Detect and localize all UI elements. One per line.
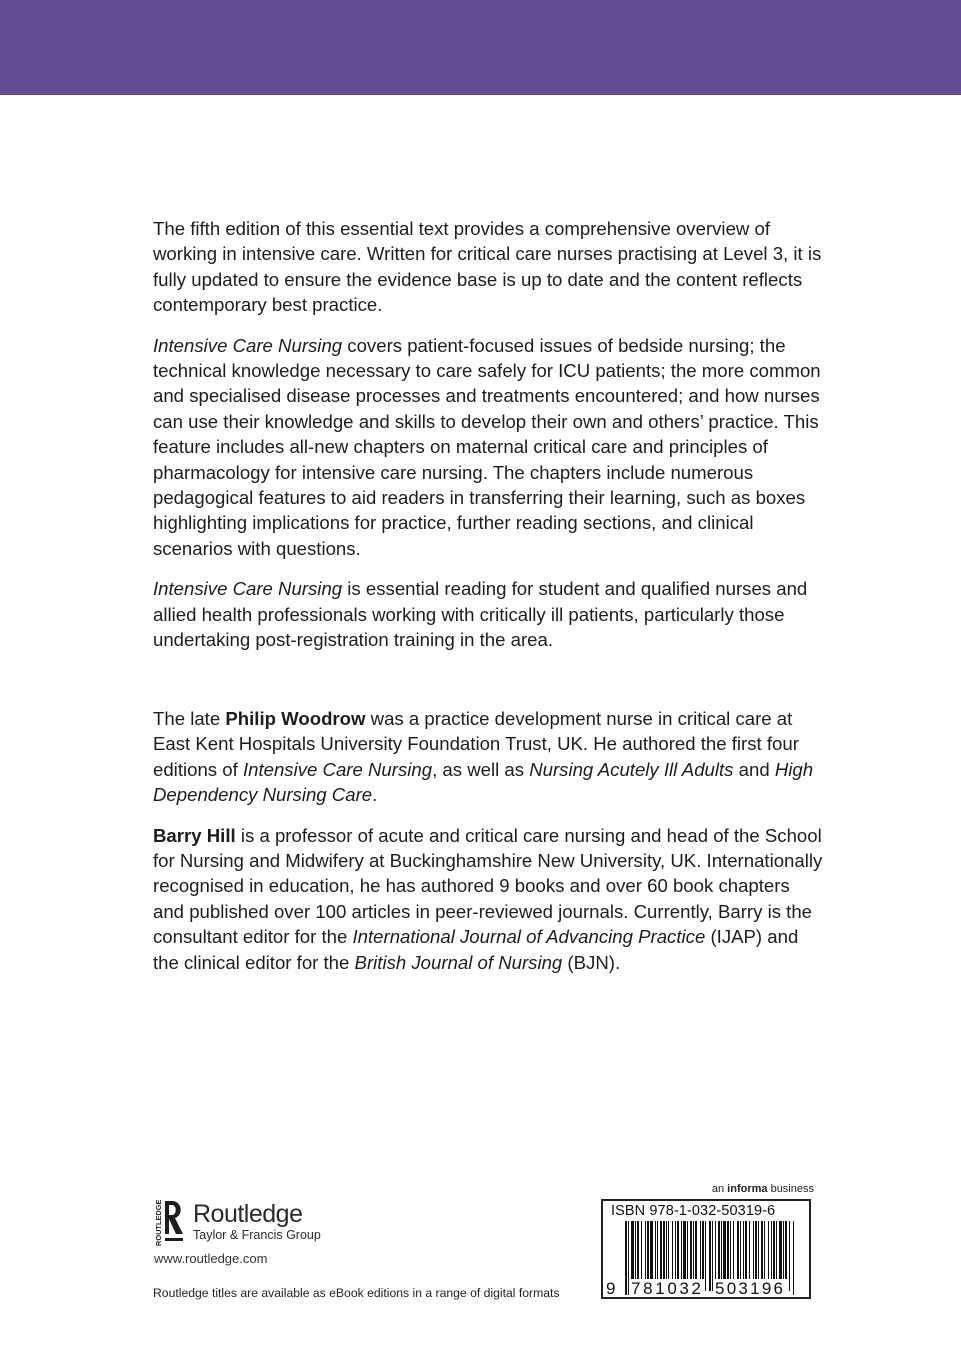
barcode-bar: [628, 1221, 629, 1295]
barcode-bar: [789, 1221, 790, 1291]
bio-philip-woodrow: The late Philip Woodrow was a practice development nurse in critical care at East Kent Hospitals University Foundation Trust, UK. He authored the first four editions of Intensive Care Nursing, as well as Nursing Acutely Ill Adults and High Dependency Nursing Care.: [153, 708, 814, 806]
barcode-bar: [705, 1221, 706, 1291]
description-paragraph-1: The fifth edition of this essential text provides a comprehensive overview of working in intensive care. Written for critical care nurses practising at Level 3, it is fully updated to ensure the evidence base is up to date and the content reflects contemporary best practice.: [153, 218, 822, 316]
barcode-bar: [712, 1221, 713, 1291]
author-bios: [153, 706, 825, 990]
author-name: Barry Hill: [153, 824, 236, 846]
publisher-url: www.routledge.com: [154, 1251, 268, 1266]
ebook-note: Routledge titles are available as eBook editions in a range of digital formats: [153, 1286, 560, 1300]
informa-business-label: an informa business: [711, 1183, 814, 1195]
isbn-number: ISBN 978-1-032-50319-6: [611, 1203, 776, 1219]
barcode-bar: [625, 1221, 627, 1295]
description-paragraph-3: Intensive Care Nursing is essential reading for student and qualified nurses and allied health professionals working with critically ill patients, particularly those undertaking post-registration training in the area.: [153, 578, 808, 651]
author-name: Philip Woodrow: [225, 708, 366, 729]
publisher-name: Routledge: [193, 1200, 303, 1228]
barcode-digits-1: 9: [606, 1279, 616, 1297]
barcode: [603, 1201, 809, 1297]
bio-barry-hill: Barry Hill is a professor of acute and critical care nursing and head of the School for Nursing and Midwifery at Buckinghamshire New University, UK. Internationally recognised in education, he has authored 9 books and over 60 book chapters and published over 100 articles in peer-reviewed journals. Currently, Barry is the consultant editor for the International Journal of Advancing Practice (IJAP) and the clinical editor for the British Journal of Nursing (BJN).: [153, 824, 823, 973]
description-paragraph-2: Intensive Care Nursing covers patient-focused issues of bedside nursing; the technical knowledge necessary to care safely for ICU patients; the more common and specialised disease processes and treatments encountered; and how nurses can use their knowledge and skills to develop their own and others’ practice. This feature includes all-new chapters on maternal critical care and principles of pharmacology for intensive care nursing. The chapters include numerous pedagogical features to aid readers in transferring their learning, such as boxes highlighting implications for practice, further reading sections, and clinical scenarios with questions.: [153, 334, 821, 559]
barcode-bar: [709, 1221, 711, 1291]
book-title-italic: Intensive Care Nursing: [153, 334, 343, 356]
top-color-band: [0, 0, 961, 95]
routledge-r-logo-icon: [153, 1198, 187, 1248]
publisher-block: [153, 1198, 493, 1268]
barcode-digits-2: 781032: [631, 1279, 701, 1297]
book-description: [153, 216, 825, 668]
logo-vertical-text: ROUTLEDGE: [154, 1199, 163, 1246]
barcode-bar: [793, 1221, 794, 1295]
barcode-digits-3: 503196: [715, 1279, 783, 1297]
publisher-group: Taylor & Francis Group: [193, 1228, 321, 1242]
book-title-italic: Intensive Care Nursing: [153, 578, 343, 600]
isbn-barcode-box: [601, 1199, 811, 1299]
